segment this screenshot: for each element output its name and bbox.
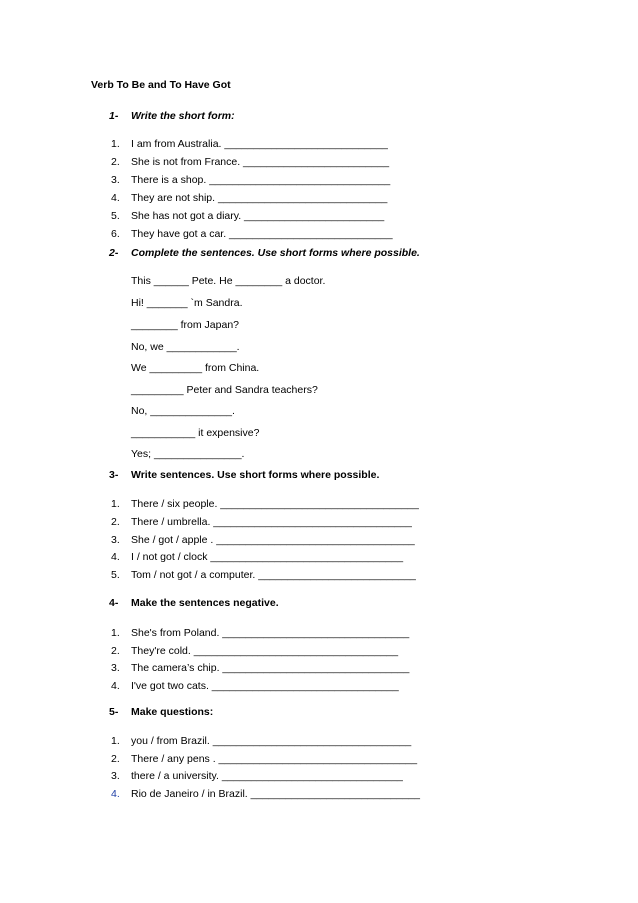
section-title: Write sentences. Use short forms where possible. <box>131 469 380 481</box>
item-text: She has not got a diary. ________________________ <box>131 210 385 222</box>
exercise-item <box>111 627 409 640</box>
item-number: 2. <box>111 753 120 765</box>
section-5-heading <box>109 706 213 719</box>
item-number: 2. <box>111 645 120 657</box>
sentence-line: We _________ from China. <box>131 362 260 374</box>
item-text: you / from Brazil. __________________________________ <box>131 735 412 747</box>
item-text: The camera’s chip. ________________________________ <box>131 662 410 674</box>
item-number: 3. <box>111 534 120 546</box>
item-number: 3. <box>111 174 120 186</box>
sentence-line: ________ from Japan? <box>131 319 239 331</box>
item-number: 1. <box>111 138 120 150</box>
item-text: I am from Australia. ____________________________ <box>131 138 388 150</box>
item-number: 6. <box>111 228 120 240</box>
exercise-item <box>111 138 388 151</box>
exercise-item <box>111 498 419 511</box>
item-text: Tom / not got / a computer. ___________________________ <box>131 569 416 581</box>
item-number: 5. <box>111 210 120 222</box>
sentence-line: Hi! _______ `m Sandra. <box>131 297 243 309</box>
item-text: There / any pens . __________________________________ <box>131 753 418 765</box>
sentence-line: ___________ it expensive? <box>131 427 260 439</box>
exercise-item <box>111 192 387 205</box>
item-number: 4. <box>111 788 120 800</box>
section-number: 3- <box>109 469 119 481</box>
section-2-heading <box>109 247 420 260</box>
exercise-item <box>111 753 417 766</box>
exercise-item <box>111 534 415 547</box>
section-number: 2- <box>109 247 119 259</box>
exercise-item <box>111 662 409 675</box>
item-number: 4. <box>111 680 120 692</box>
exercise-item <box>111 680 399 693</box>
item-text: They have got a car. ____________________________ <box>131 228 393 240</box>
section-title: Complete the sentences. Use short forms where possible. <box>131 247 420 259</box>
item-number: 2. <box>111 516 120 528</box>
item-text: She / got / apple . __________________________________ <box>131 534 415 546</box>
exercise-item <box>111 551 403 564</box>
exercise-item <box>111 569 416 582</box>
section-1-heading <box>109 110 235 123</box>
section-3-heading <box>109 469 379 482</box>
exercise-item <box>111 516 412 529</box>
section-number: 5- <box>109 706 119 718</box>
item-number: 4. <box>111 192 120 204</box>
item-number: 2. <box>111 156 120 168</box>
section-4-heading <box>109 597 279 610</box>
item-text: there / a university. _______________________________ <box>131 770 403 782</box>
section-title: Make the sentences negative. <box>131 597 279 609</box>
item-text: I've got two cats. ________________________________ <box>131 680 399 692</box>
item-text: She is not from France. _________________________ <box>131 156 390 168</box>
exercise-item <box>111 210 384 223</box>
exercise-item <box>111 770 403 783</box>
sentence-line: No, we ____________. <box>131 341 240 353</box>
item-text: They are not ship. _____________________________ <box>131 192 388 204</box>
section-title: Make questions: <box>131 706 214 718</box>
exercise-item <box>111 228 393 241</box>
item-text: There / six people. __________________________________ <box>131 498 419 510</box>
item-number: 3. <box>111 662 120 674</box>
item-text: I / not got / clock _________________________________ <box>131 551 404 563</box>
item-number: 4. <box>111 551 120 563</box>
exercise-item <box>111 645 398 658</box>
sentence-line: This ______ Pete. He ________ a doctor. <box>131 275 326 287</box>
section-number: 1- <box>109 110 119 122</box>
item-text: They're cold. ___________________________________ <box>131 645 399 657</box>
item-number: 1. <box>111 627 120 639</box>
section-title: Write the short form: <box>131 110 235 122</box>
item-number: 1. <box>111 735 120 747</box>
exercise-item <box>111 788 420 801</box>
section-number: 4- <box>109 597 119 609</box>
item-number: 5. <box>111 569 120 581</box>
item-number: 1. <box>111 498 120 510</box>
exercise-item <box>111 174 390 187</box>
sentence-line: No, ______________. <box>131 405 235 417</box>
page-title: Verb To Be and To Have Got <box>91 79 231 91</box>
item-text: There is a shop. _______________________________ <box>131 174 391 186</box>
sentence-line: _________ Peter and Sandra teachers? <box>131 384 318 396</box>
item-text: Rio de Janeiro / in Brazil. _____________________________ <box>131 788 420 800</box>
sentence-line: Yes; _______________. <box>131 448 245 460</box>
exercise-item <box>111 735 411 748</box>
item-number: 3. <box>111 770 120 782</box>
item-text: She's from Poland. ________________________________ <box>131 627 410 639</box>
exercise-item <box>111 156 389 169</box>
item-text: There / umbrella. __________________________________ <box>131 516 412 528</box>
